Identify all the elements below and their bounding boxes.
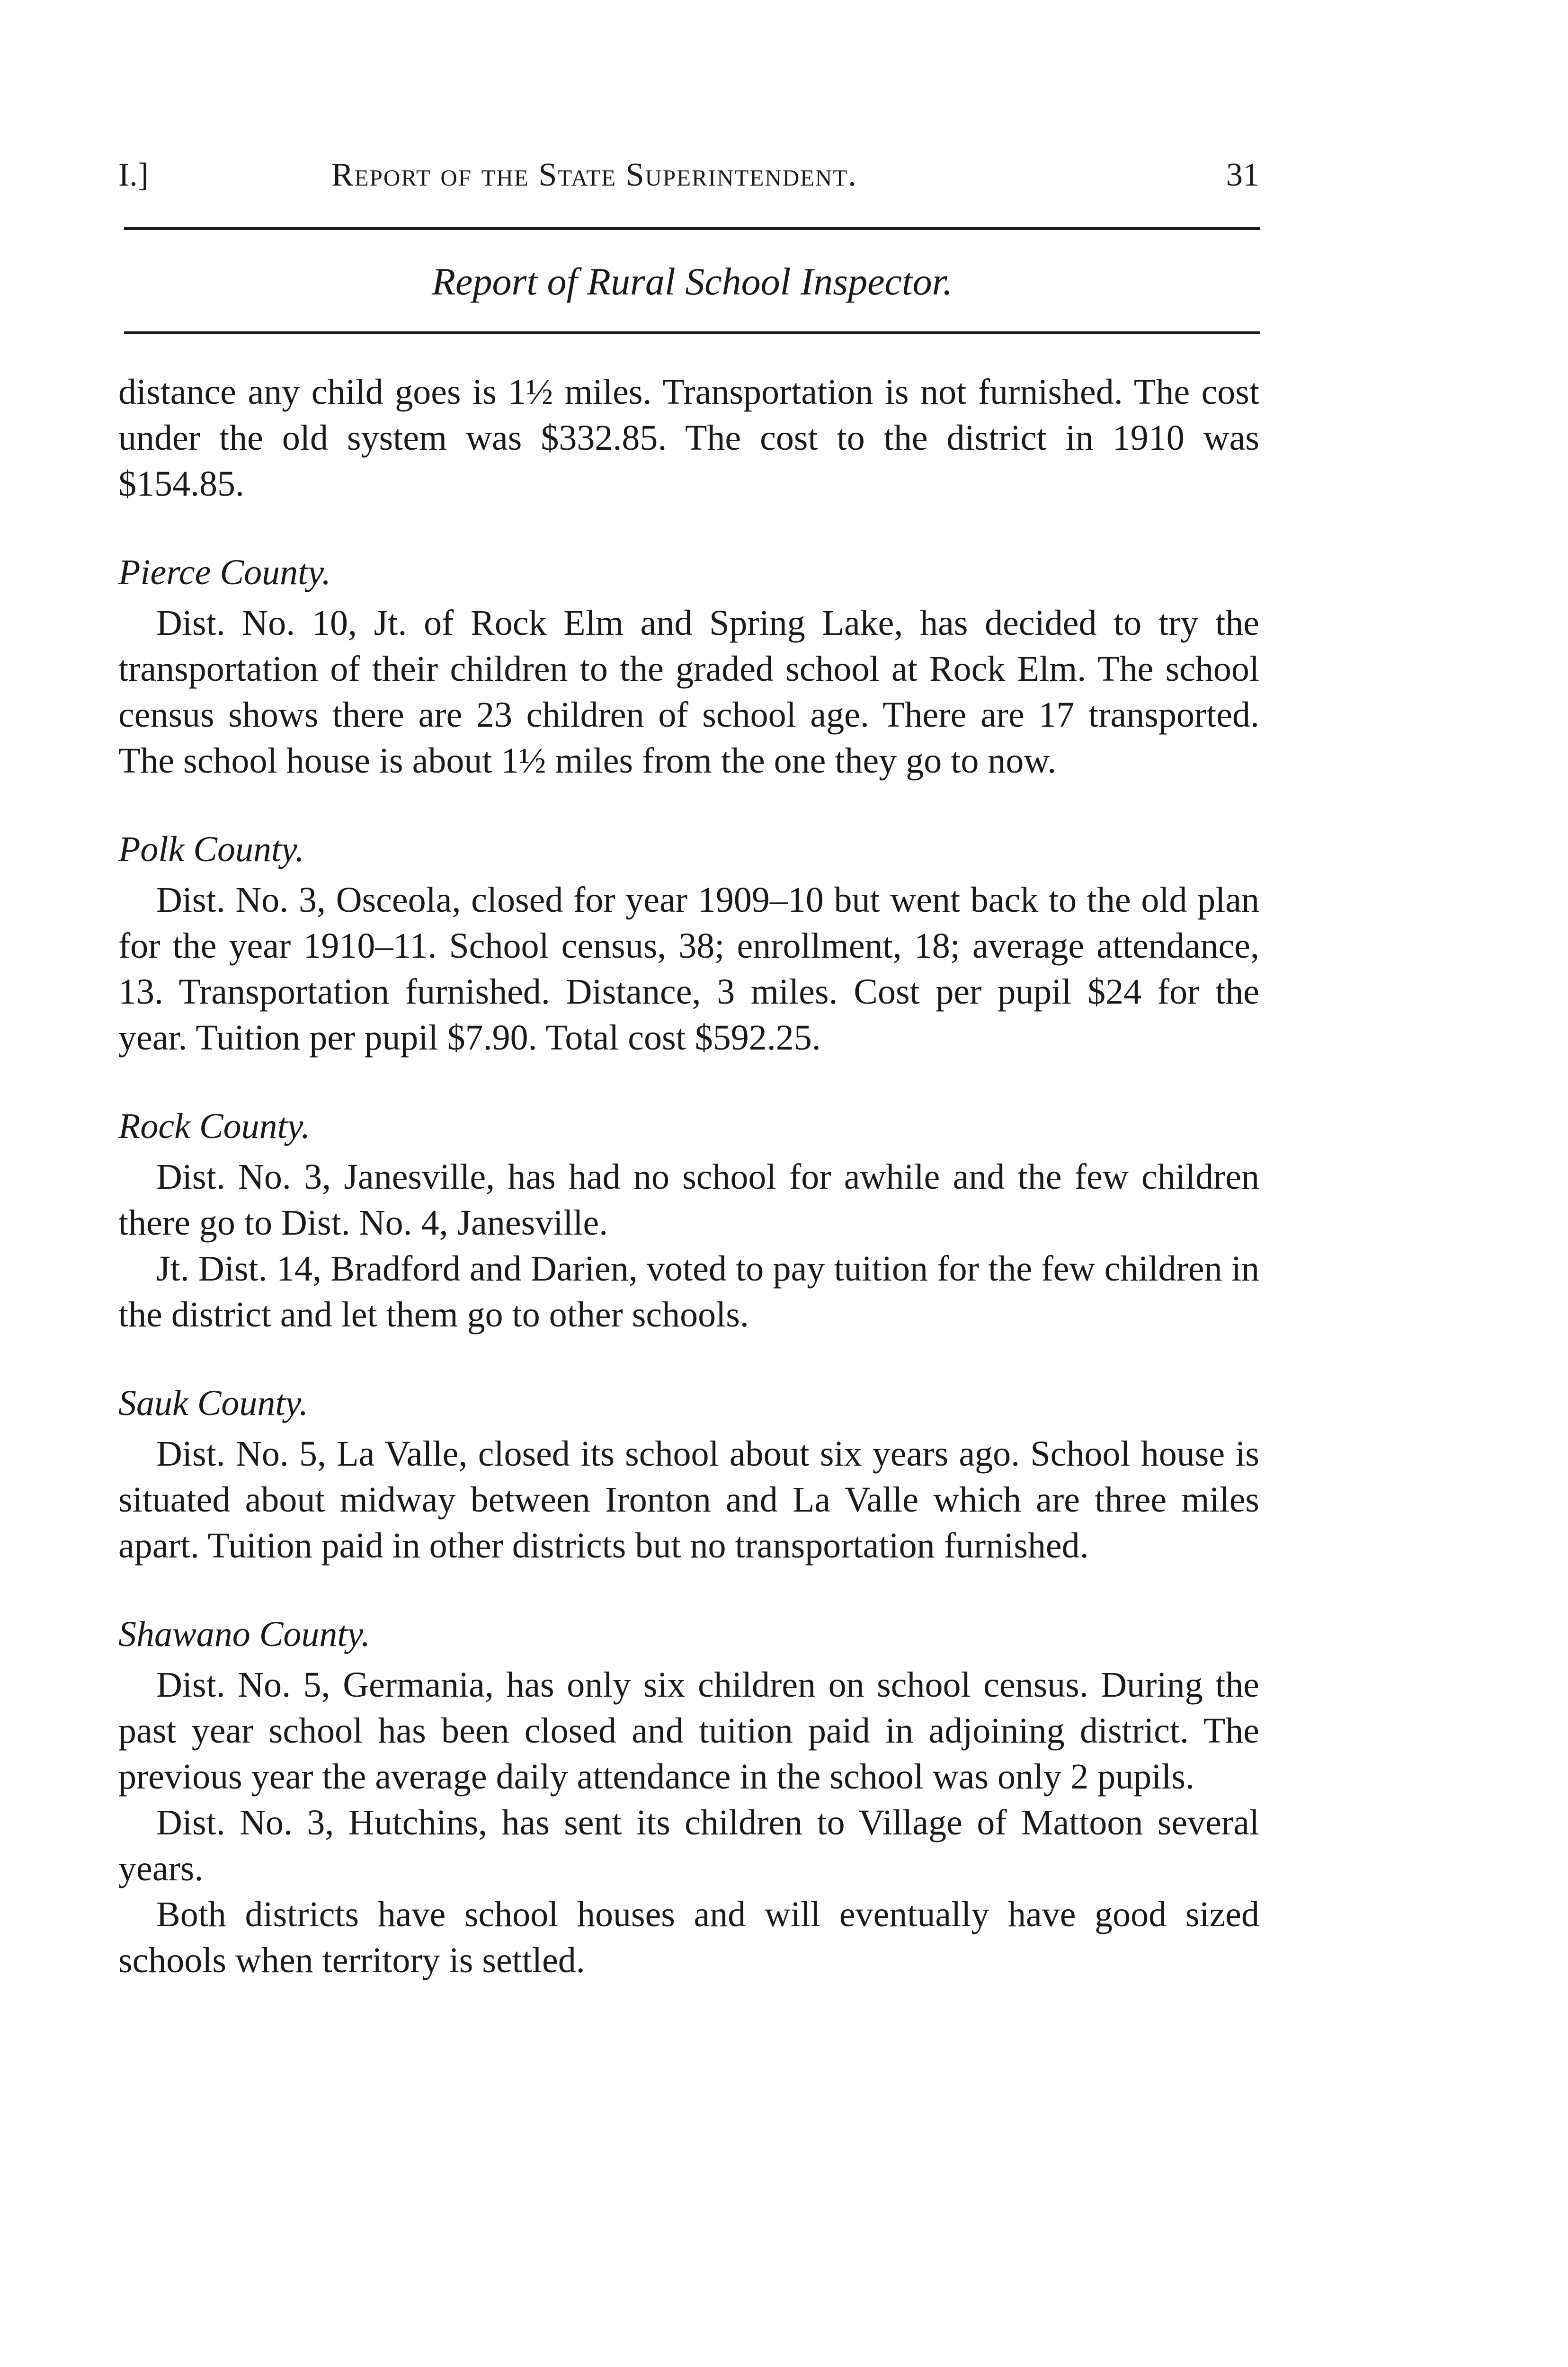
paragraph: Dist. No. 10, Jt. of Rock Elm and Spring Lake, has decided to try the transportation of their children to the graded school at Rock Elm. The school census shows there are 23 children of school age. There are 17 transported. The school house is about 1½ miles from the one they go to now. [118,603,1259,781]
paragraph: Both districts have school houses and will eventually have good sized schools when territory is settled. [118,1895,1259,1980]
county-heading: Rock County. [118,1106,311,1146]
paragraph: Dist. No. 5, La Valle, closed its school about six years ago. School house is situated about midway between Ironton and La Valle which are three miles apart. Tuition paid in other districts but no transportation furnished. [118,1434,1259,1566]
paragraph: Dist. No. 5, Germania, has only six children on school census. During the past year school has been closed and tuition paid in adjoining district. The previous year the average daily attendance in the school was only 2 pupils. [118,1665,1259,1797]
paragraph: Jt. Dist. 14, Bradford and Darien, voted to pay tuition for the few children in the district and let them go to other schools. [118,1249,1259,1335]
running-head [118,147,1259,204]
section-number: I.] [118,157,149,193]
county-section-rock [118,1103,1259,1338]
running-title: Report of the State Superintendent. [331,157,857,193]
header-rule-bottom [124,331,1260,334]
county-heading: Polk County. [118,829,304,869]
body-text [118,369,1259,1984]
county-heading: Sauk County. [118,1383,309,1423]
county-heading: Pierce County. [118,552,331,592]
paragraph: Dist. No. 3, Osceola, closed for year 1909–10 but went back to the old plan for the year 1910–11. School census, 38; enrollment, 18; average attendance, 13. Transportation furnished. Distance, 3 miles. Cost per pupil $24 for the year. Tuition per pupil $7.90. Total cost $592.25. [118,880,1259,1058]
header-rule-top [124,227,1260,230]
county-heading: Shawano County. [118,1614,371,1654]
county-section-shawano [118,1611,1259,1984]
county-section-polk [118,827,1259,1061]
paragraph: Dist. No. 3, Janesville, has had no school for awhile and the few children there go to Dist. No. 4, Janesville. [118,1157,1259,1243]
section-subheading: Report of Rural School Inspector. [431,260,953,303]
paragraph: Dist. No. 3, Hutchins, has sent its children to Village of Mattoon several years. [118,1803,1259,1888]
county-section-pierce [118,550,1259,784]
page-number: 31 [1226,157,1259,193]
intro-paragraph: distance any child goes is 1½ miles. Transportation is not furnished. The cost under the old system was $332.85. The cost to the district in 1910 was $154.85. [118,372,1259,504]
county-section-sauk [118,1380,1259,1569]
